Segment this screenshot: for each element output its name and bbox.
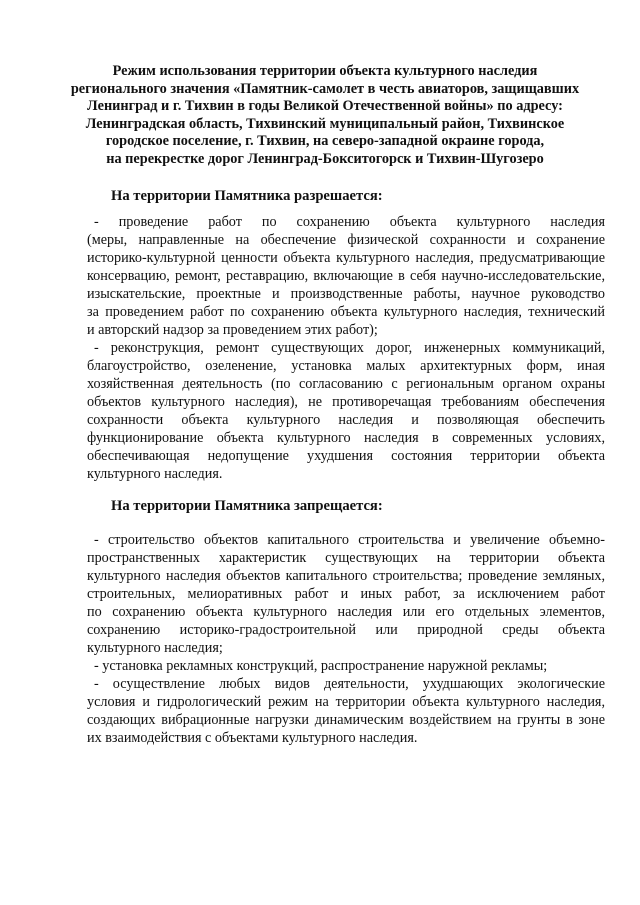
allowed-heading: На территории Памятника разрешается: [111,188,383,204]
text-line: консервацию, ремонт, реставрацию, включающие в себя научно-исследовательские, [87,268,605,284]
text-line: по сохранению объекта культурного наследия или его отдельных элементов, [87,604,605,620]
text-line: сохранению историко-градостроительной или природной среды объекта [87,622,605,638]
title-line: Ленинградская область, Тихвинский муниципальный район, Тихвинское [85,115,565,132]
text-line: - строительство объектов капитального строительства и увеличение объемно- [94,532,605,548]
text-line: условия и гидрологический режим на территории объекта культурного наследия, [87,694,605,710]
text-line: - установка рекламных конструкций, распространение наружной рекламы; [94,658,548,674]
text-line: обеспечивающая недопущение ухудшения состояния территории объекта [87,448,605,464]
text-line: хозяйственная деятельность (по согласованию с региональным органом охраны [87,376,605,392]
prohibited-section-text [87,531,605,747]
text-line: пространственных характеристик существующих на территории объекта [87,550,605,566]
title-line: Режим использования территории объекта культурного наследия [112,63,538,79]
text-line: благоустройство, озеленение, установка малых архитектурных форм, иная [87,358,605,374]
text-line: историко-культурной ценности объекта культурного наследия, предусматривающие [87,250,605,266]
allowed-section-text [87,213,605,483]
text-line: - проведение работ по сохранению объекта культурного наследия [94,214,605,230]
text-line: (меры, направленные на обеспечение физической сохранности и сохранение [87,232,605,248]
text-line: строительных, мелиоративных работ и иных работ, за исключением работ [87,586,605,602]
text-line: - осуществление любых видов деятельности, ухудшающих экологические [94,676,605,692]
title-line: городское поселение, г. Тихвин, на северо-западной окраине города, [105,133,545,149]
text-line: за проведением работ по сохранению объекта культурного наследия, технический [87,304,605,320]
text-line: изыскательские, проектные и производственные работы, научное руководство [87,286,605,302]
text-line: создающих вибрационные нагрузки динамическим воздействием на грунты в зоне [87,712,605,728]
text-line: культурного наследия. [87,466,223,482]
text-line: их взаимодействия с объектами культурного наследия. [87,730,418,746]
prohibited-heading: На территории Памятника запрещается: [111,498,383,514]
text-line: - реконструкция, ремонт существующих дорог, инженерных коммуникаций, [94,340,605,356]
text-line: культурного наследия; [87,640,223,656]
text-line: и авторский надзор за проведением этих работ); [87,322,378,338]
title-line: регионального значения «Памятник-самолет в честь авиаторов, защищавших [70,80,580,97]
title-line: на перекрестке дорог Ленинград-Бокситогорск и Тихвин-Шугозеро [106,150,544,167]
text-line: функционирование объекта культурного наследия в современных условиях, [87,430,605,446]
document-title [70,63,580,168]
text-line: культурного наследия объектов капитального строительства; проведение земляных, [87,568,605,584]
text-line: сохранности объекта культурного наследия и позволяющая обеспечить [87,412,605,428]
text-line: объектов культурного наследия), не противоречащая требованиям обеспечения [87,394,605,410]
title-line: Ленинград и г. Тихвин в годы Великой Отечественной войны» по адресу: [87,98,563,114]
